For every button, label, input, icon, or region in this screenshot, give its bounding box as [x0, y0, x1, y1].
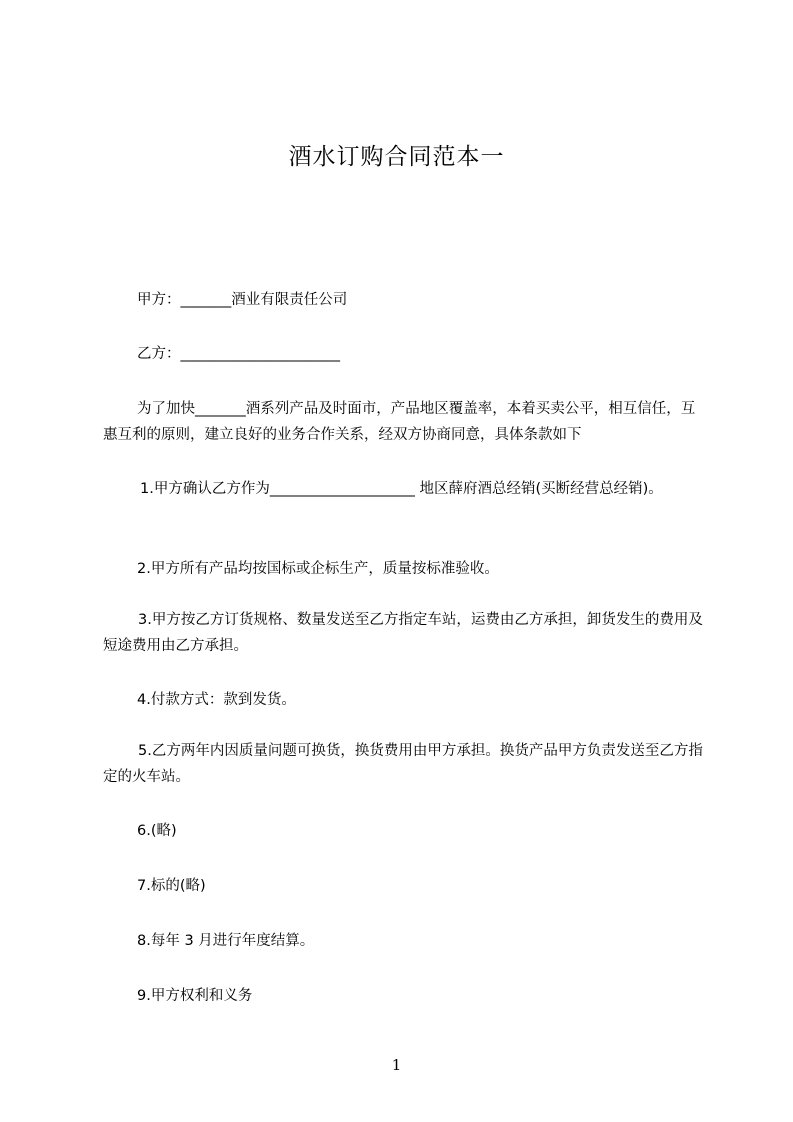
page-number: 1: [391, 1056, 402, 1074]
intro-paragraph: 为了加快_______酒系列产品及时面市，产品地区覆盖率，本着买卖公平，相互信任，互惠互利的原则，建立良好的业务合作关系，经双方协商同意，具体条款如下: [103, 401, 696, 443]
clause-8: 8.每年 3 月进行年度结算。: [137, 933, 315, 949]
clause-1: 1.甲方确认乙方作为____________________ 地区薛府酒总经销(买断经营总经销)。: [140, 481, 663, 497]
document-title: 酒水订购合同范本一: [288, 144, 505, 170]
clause-2: 2.甲方所有产品均按国标或企标生产，质量按标准验收。: [137, 561, 499, 577]
party-a-line: 甲方：_______酒业有限责任公司: [137, 292, 348, 308]
clause-6: 6.(略): [137, 823, 177, 839]
clause-3: 3.甲方按乙方订货规格、数量发送至乙方指定车站，运费由乙方承担，卸货发生的费用及短途费用由乙方承担。: [103, 612, 703, 654]
clause-4: 4.付款方式：款到发货。: [137, 692, 296, 708]
party-b-line: 乙方：______________________: [137, 346, 340, 362]
clause-7: 7.标的(略): [137, 878, 206, 894]
clause-9: 9.甲方权利和义务: [137, 988, 253, 1004]
clause-5: 5.乙方两年内因质量问题可换货，换货费用由甲方承担。换货产品甲方负责发送至乙方指定的火车站。: [103, 743, 703, 785]
